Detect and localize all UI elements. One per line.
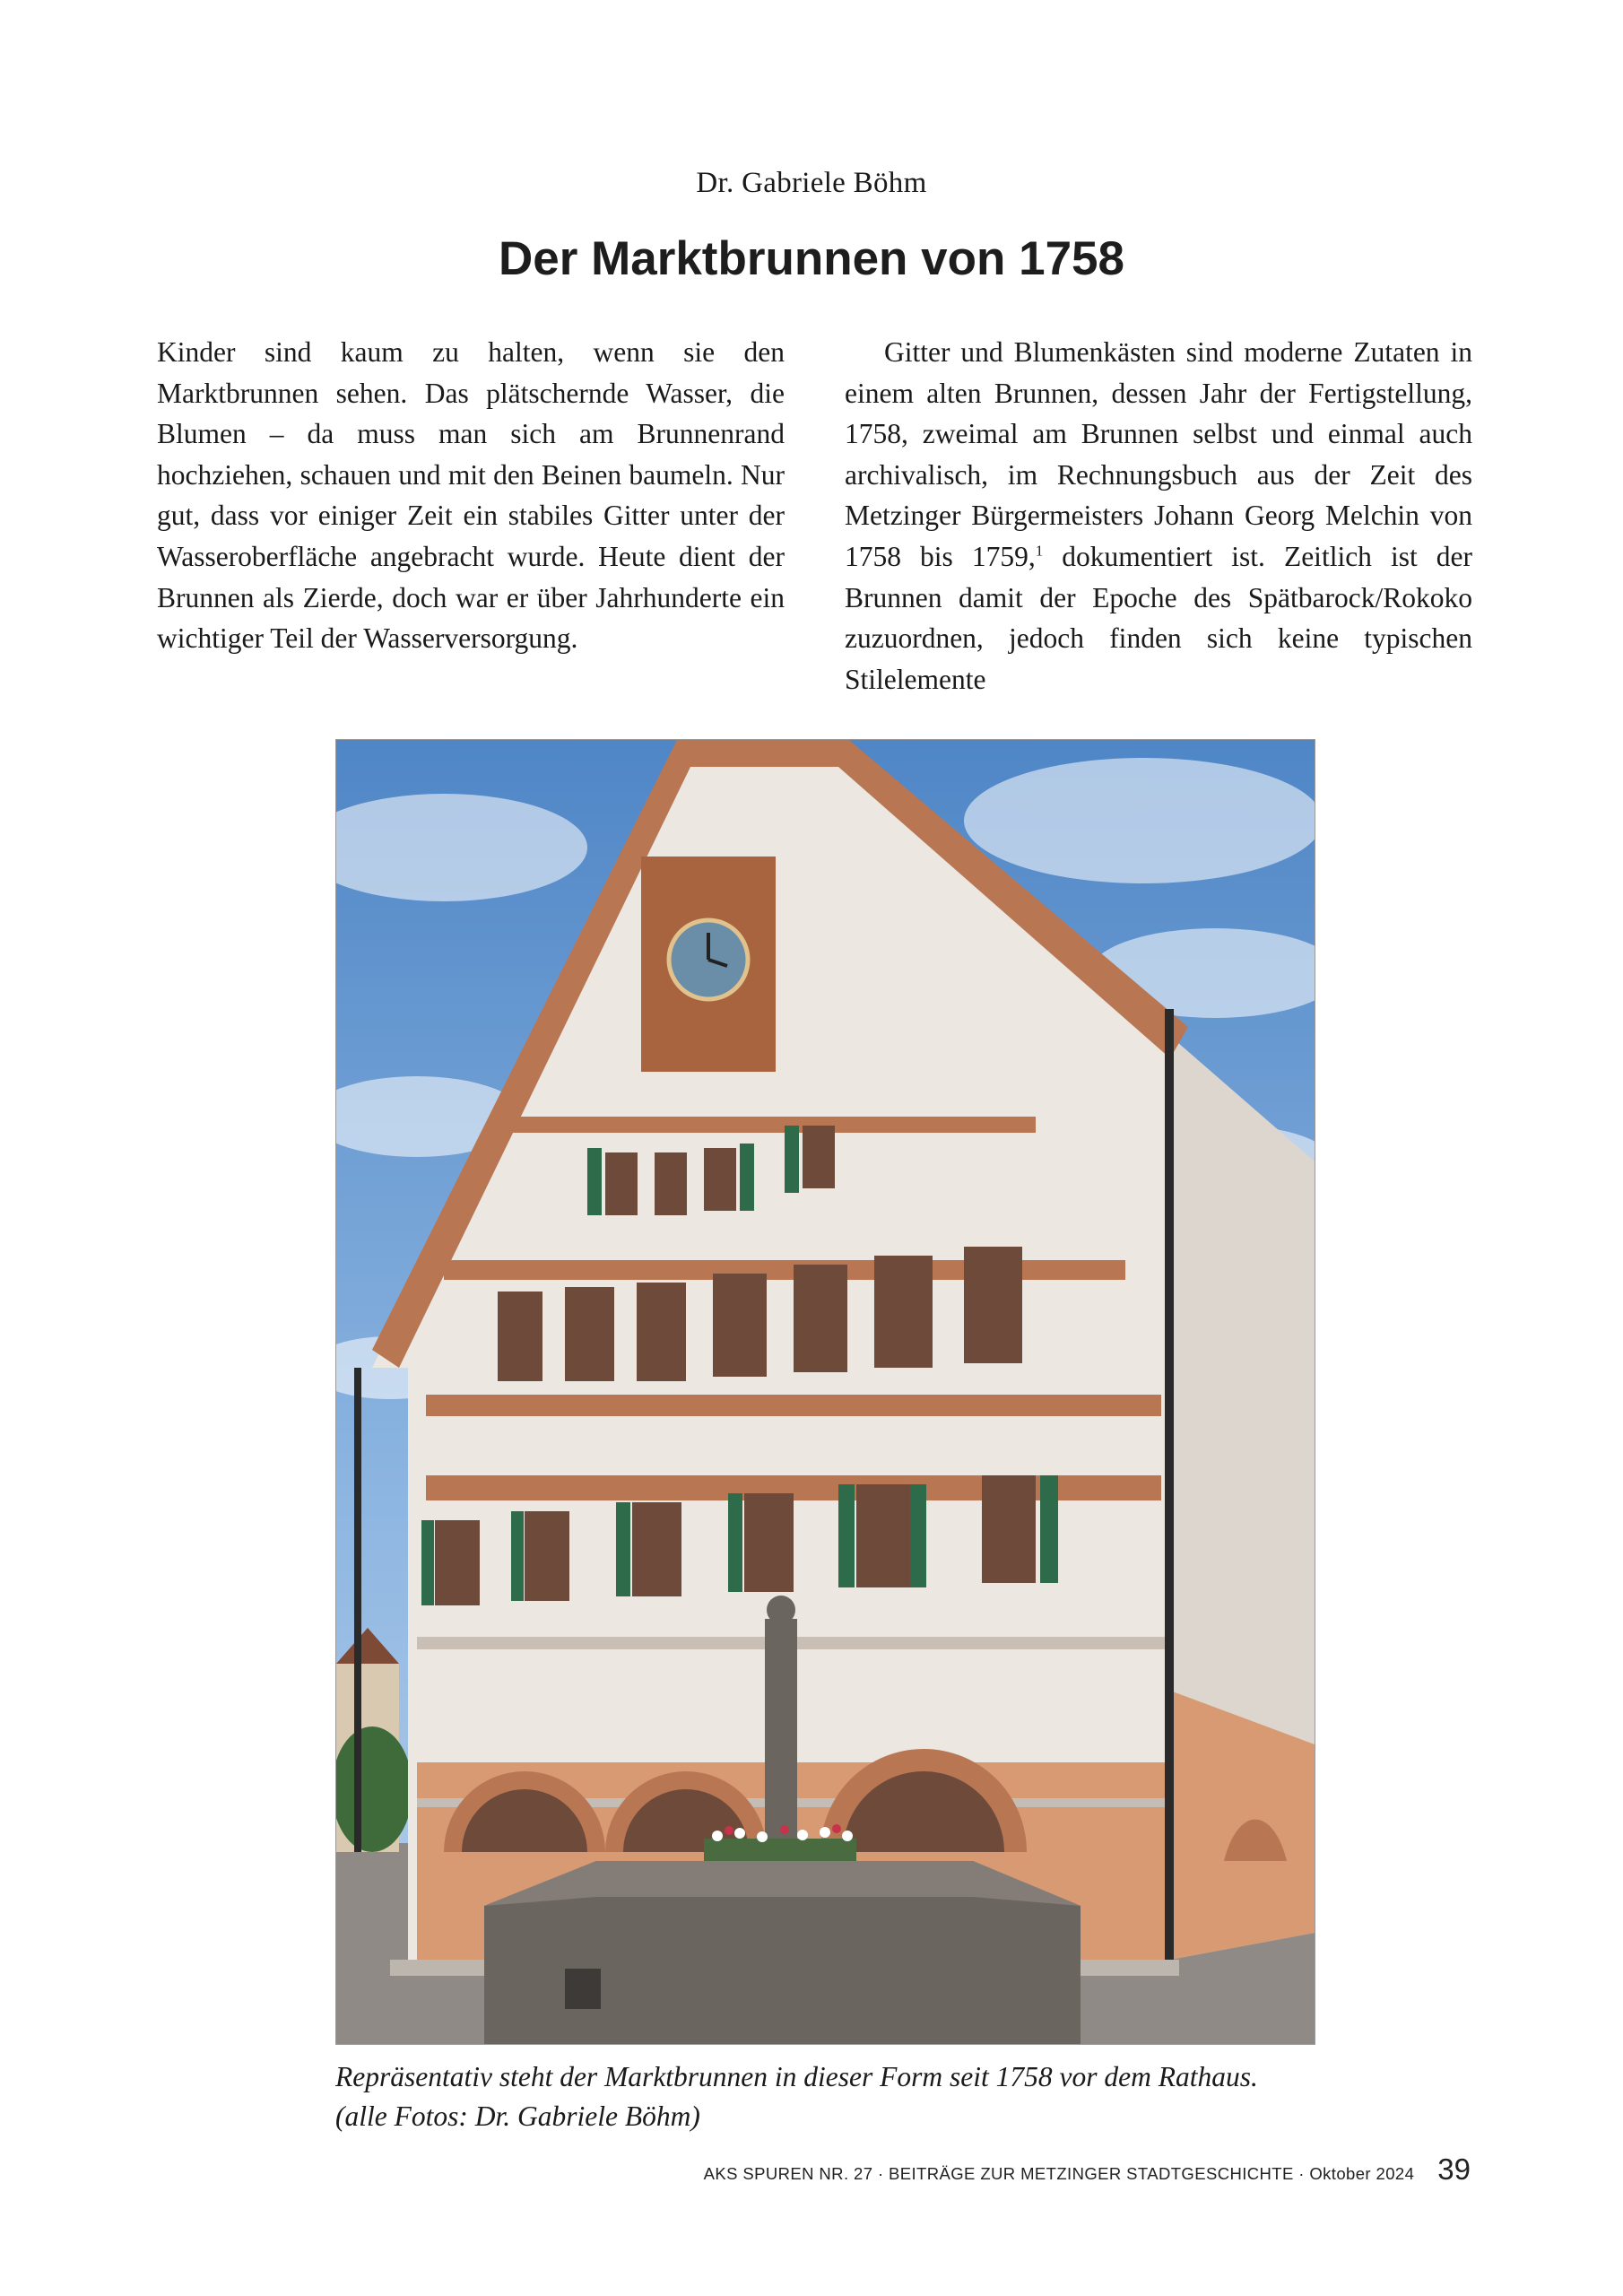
caption-line-2: (alle Fotos: Dr. Gabriele Böhm) — [335, 2100, 700, 2132]
right-column-text-part2: dokumentiert ist. Zeitlich ist der Brunnen damit der Epoche des Spätbarock/Rokoko zuzuordnen, jedoch finden sich keine typischen Stilelemente — [845, 540, 1472, 695]
footnote-reference: 1 — [1035, 542, 1044, 560]
body-text-right-column — [845, 332, 1472, 700]
publication-info: AKS SPUREN NR. 27 · BEITRÄGE ZUR METZINGER STADTGESCHICHTE · Oktober 2024 — [703, 2164, 1415, 2183]
author-name: Dr. Gabriele Böhm — [696, 167, 927, 199]
downpipe-left — [354, 1368, 361, 1852]
right-column-text-part1: Gitter und Blumenkästen sind moderne Zutaten in einem alten Brunnen, dessen Jahr der Fertigstellung, 1758, zweimal am Brunnen selbst und einmal auch archivalisch, im Rechnungsbuch aus der Zeit des Metzinger Bürgermeisters Johann Georg Melchin von 1758 bis 1759, — [845, 336, 1472, 572]
photo-caption — [335, 2057, 1322, 2136]
town-hall-photo — [335, 739, 1315, 2045]
caption-line-1: Repräsentativ steht der Marktbrunnen in dieser Form seit 1758 vor dem Rathaus. — [335, 2061, 1258, 2092]
body-text-left-column: Kinder sind kaum zu halten, wenn sie den Marktbrunnen sehen. Das plätschernde Wasser, die Blumen – da muss man sich am Brunnenrand hochziehen, schauen und mit den Beinen baumeln. Nur gut, dass vor einiger Zeit ein stabiles Gitter unter der Wasseroberfläche angebracht wurde. Heute dient der Brunnen als Zierde, doch war er über Jahrhunderte ein wichtiger Teil der Wasserversorgung. — [157, 336, 785, 655]
page-footer — [704, 2152, 1471, 2187]
article-title: Der Marktbrunnen von 1758 — [498, 232, 1125, 285]
page-number: 39 — [1437, 2152, 1471, 2186]
downpipe-right — [1165, 1009, 1174, 1960]
town-hall-illustration — [336, 740, 1315, 2044]
